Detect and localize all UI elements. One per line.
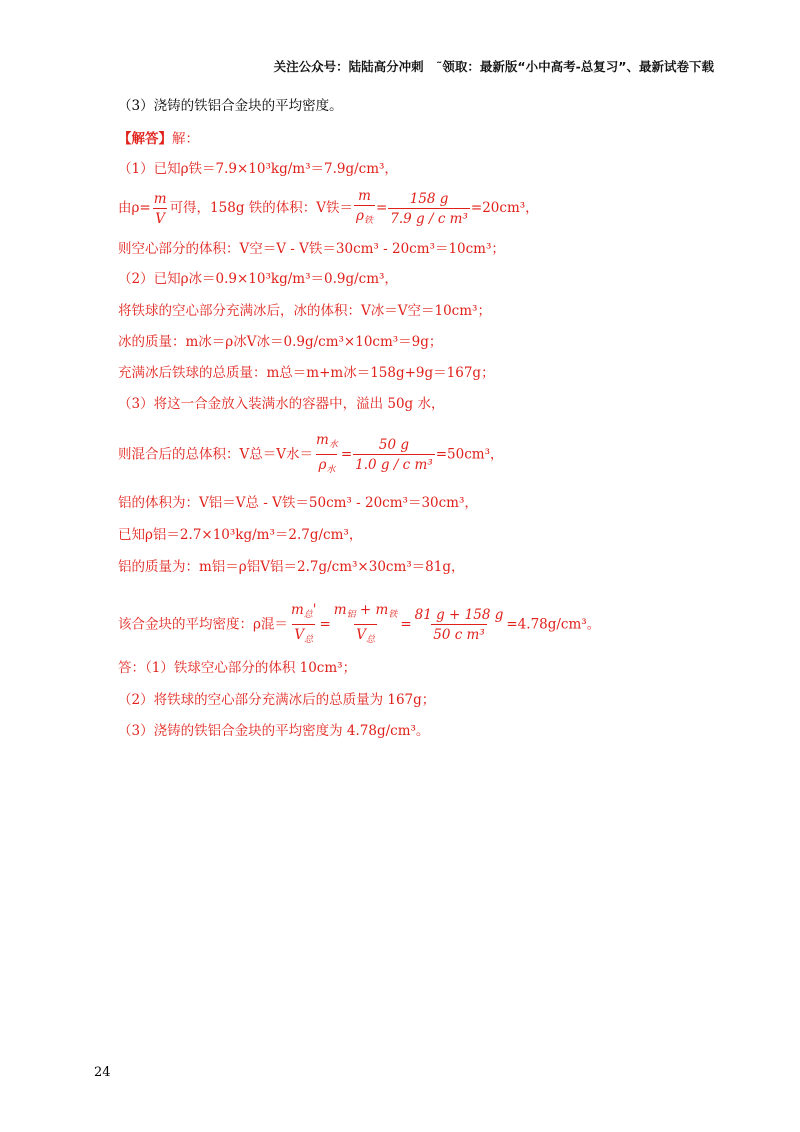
ice-volume: 将铁球的空心部分充满冰后，冰的体积：V冰＝V空＝10cm³； [118, 303, 491, 319]
page-number: 24 [94, 1065, 111, 1080]
average-density-prefix: 该合金块的平均密度：ρ混＝ [118, 616, 288, 633]
sum-mass-fraction: $\frac{m_铝 + m_铁}{V_总}$ [332, 602, 400, 648]
step-1-given: （1）已知ρ铁＝7.9×10³kg/m³＝7.9g/cm³， [118, 161, 398, 177]
step-2-given: （2）已知ρ冰＝0.9×10³kg/m³＝0.9g/cm³， [118, 271, 398, 287]
answer-tag-suffix: 解： [172, 131, 199, 147]
aluminum-mass: 铝的质量为：m铝＝ρ铝V铝＝2.7g/cm³×30cm³＝81g， [118, 559, 465, 575]
final-answer-2: （2）将铁球的空心部分充满冰后的总质量为 167g； [118, 692, 436, 708]
numeric-density-fraction: $\frac{81 g + 158 g}{\text{50 c m³}}$ [414, 607, 504, 643]
step-1-volume: 由ρ= $\frac{m}{V}$ 可得，158g 铁的体积：V铁＝ $\frac{m}{\rho_铁}$ = $\frac{158 g}{\text{7.9 g / c m³}}$ =20cm³， [118, 188, 539, 229]
iron-volume-fraction: $\frac{158 g}{\text{7.9 g / c m³}}$ [390, 190, 468, 227]
question-3: （3）浇铸的铁铝合金块的平均密度。 [118, 98, 343, 114]
average-density-result: =4.78g/cm³。 [506, 616, 601, 633]
step-1-volume-mid: 可得，158g 铁的体积：V铁＝ [169, 200, 354, 216]
mixed-volume-prefix: 则混合后的总体积：V总＝V水＝ [118, 446, 313, 463]
step-1-volume-prefix: 由ρ= [118, 200, 151, 216]
water-volume-fraction: $\frac{50 g}{\text{1.0 g / c m³}}$ [355, 437, 433, 473]
total-mass-volume-fraction: $\frac{m_总'}{V_总}$ [289, 602, 319, 648]
hollow-volume: 则空心部分的体积：V空＝V - V铁＝30cm³ - 20cm³＝10cm³； [118, 241, 505, 257]
density-formula-fraction: $\frac{m}{V}$ [153, 190, 167, 227]
mixed-total-volume: 则混合后的总体积：V总＝V水＝ $\frac{m_水}{\rho_水}$ = $\frac{50 g}{\text{1.0 g / c m³}}$ =50cm³， [118, 432, 504, 478]
final-answer-3: （3）浇铸的铁铝合金块的平均密度为 4.78g/cm³。 [118, 723, 430, 739]
answer-tag: 【解答】 [118, 131, 172, 147]
total-mass: 充满冰后铁球的总质量：m总＝m+m冰＝158g+9g＝167g； [118, 365, 495, 381]
step-1-volume-result: =20cm³， [470, 200, 539, 216]
water-mass-density-fraction: $\frac{m_水}{\rho_水}$ [314, 432, 340, 478]
step-3-intro: （3）将这一合金放入装满水的容器中，溢出 50g 水， [118, 396, 445, 412]
page-header: 关注公众号：陆陆高分冲刺 ˜领取：最新版“小中高考-总复习”、最新试卷下载 [273, 59, 714, 74]
mixed-volume-result: =50cm³， [435, 446, 504, 463]
iron-mass-density-fraction: $\frac{m}{\rho_铁}$ [354, 188, 375, 229]
aluminum-volume: 铝的体积为：V铝＝V总 - V铁＝50cm³ - 20cm³＝30cm³， [118, 495, 478, 511]
final-answer-1: 答：（1）铁球空心部分的体积 10cm³； [118, 660, 357, 676]
average-density: 该合金块的平均密度：ρ混＝ $\frac{m_总'}{V_总}$ = $\frac{m_铝 + m_铁}{V_总}$ = $\frac{81 g + 158 g}{\text{50 c m³}}$ =4.78g/cm³。 [118, 602, 600, 648]
answer-heading [118, 130, 199, 148]
ice-mass: 冰的质量：m冰＝ρ冰V冰＝0.9g/cm³×10cm³＝9g； [118, 334, 443, 350]
aluminum-density-given: 已知ρ铝＝2.7×10³kg/m³＝2.7g/cm³， [118, 527, 363, 543]
